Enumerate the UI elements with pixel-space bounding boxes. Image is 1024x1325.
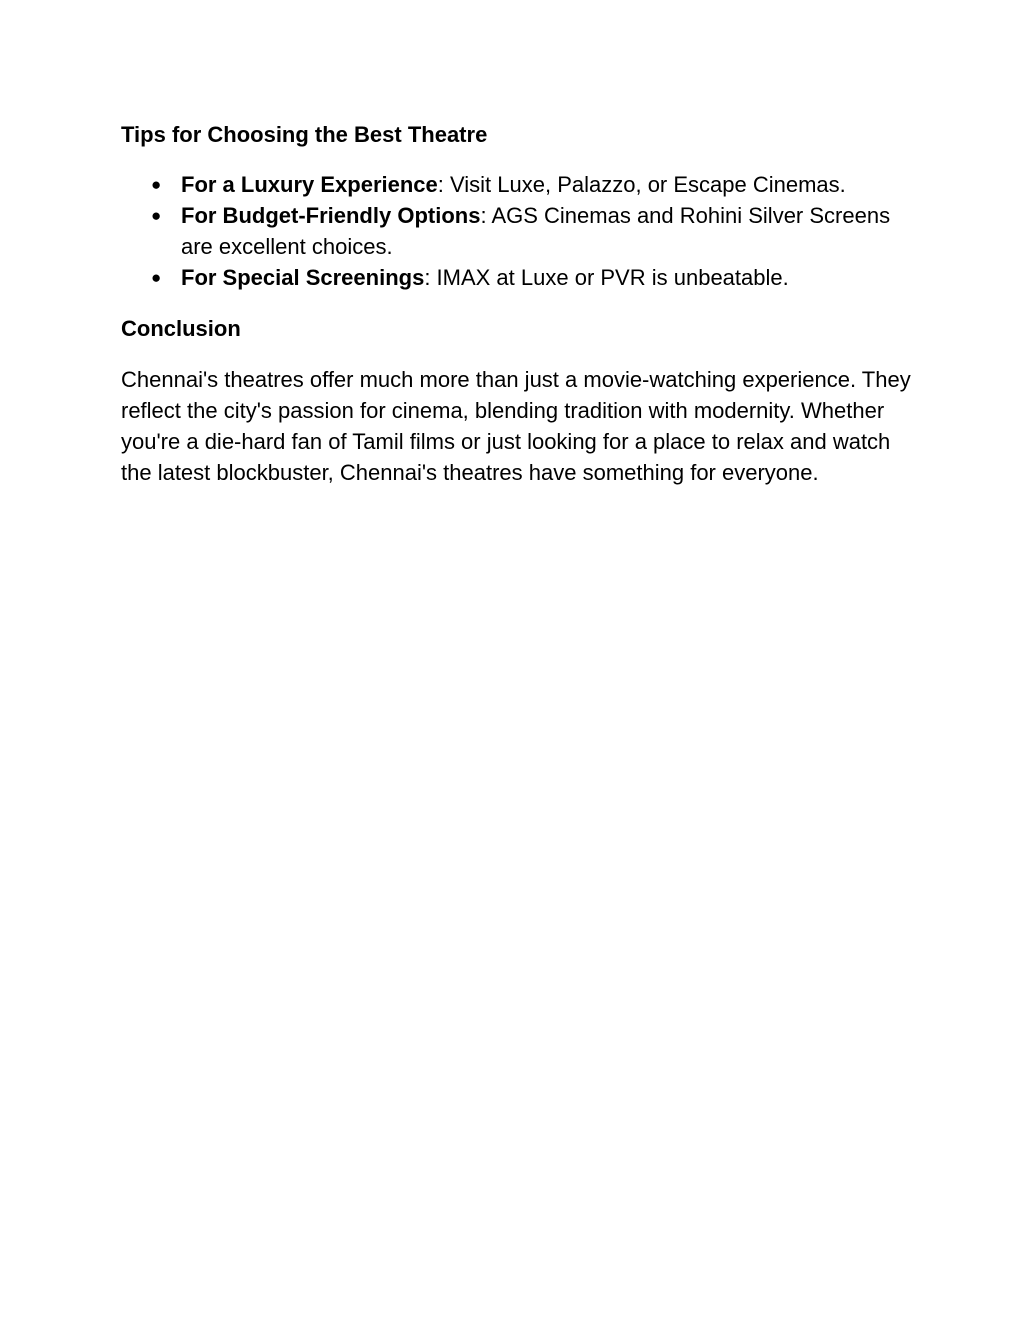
conclusion-heading: Conclusion [121,316,241,341]
tips-list [121,169,911,293]
conclusion-paragraph: Chennai's theatres offer much more than just a movie-watching experience. They reflect the city's passion for cinema, blending tradition with modernity. Whether you're a die-hard fan of Tamil films or just looking for a place to relax and watch the latest blockbuster, Chennai's theatres have something for everyone. [121,367,911,485]
document-page [121,119,911,488]
bullet-icon: ● [151,268,162,287]
tip-text: : IMAX at Luxe or PVR is unbeatable. [424,265,789,290]
list-item [121,200,911,262]
tip-lead: For a Luxury Experience [181,172,438,197]
list-item [121,262,911,293]
tips-heading: Tips for Choosing the Best Theatre [121,122,488,147]
tip-text: : Visit Luxe, Palazzo, or Escape Cinemas. [437,172,846,197]
bullet-icon: ● [151,206,162,225]
bullet-icon: ● [151,175,162,194]
tip-lead: For Special Screenings [181,265,425,290]
list-item [121,169,911,200]
tip-lead: For Budget-Friendly Options [181,203,481,228]
tip-text: : AGS Cinemas and Rohini Silver Screens are excellent choices. [181,203,891,259]
